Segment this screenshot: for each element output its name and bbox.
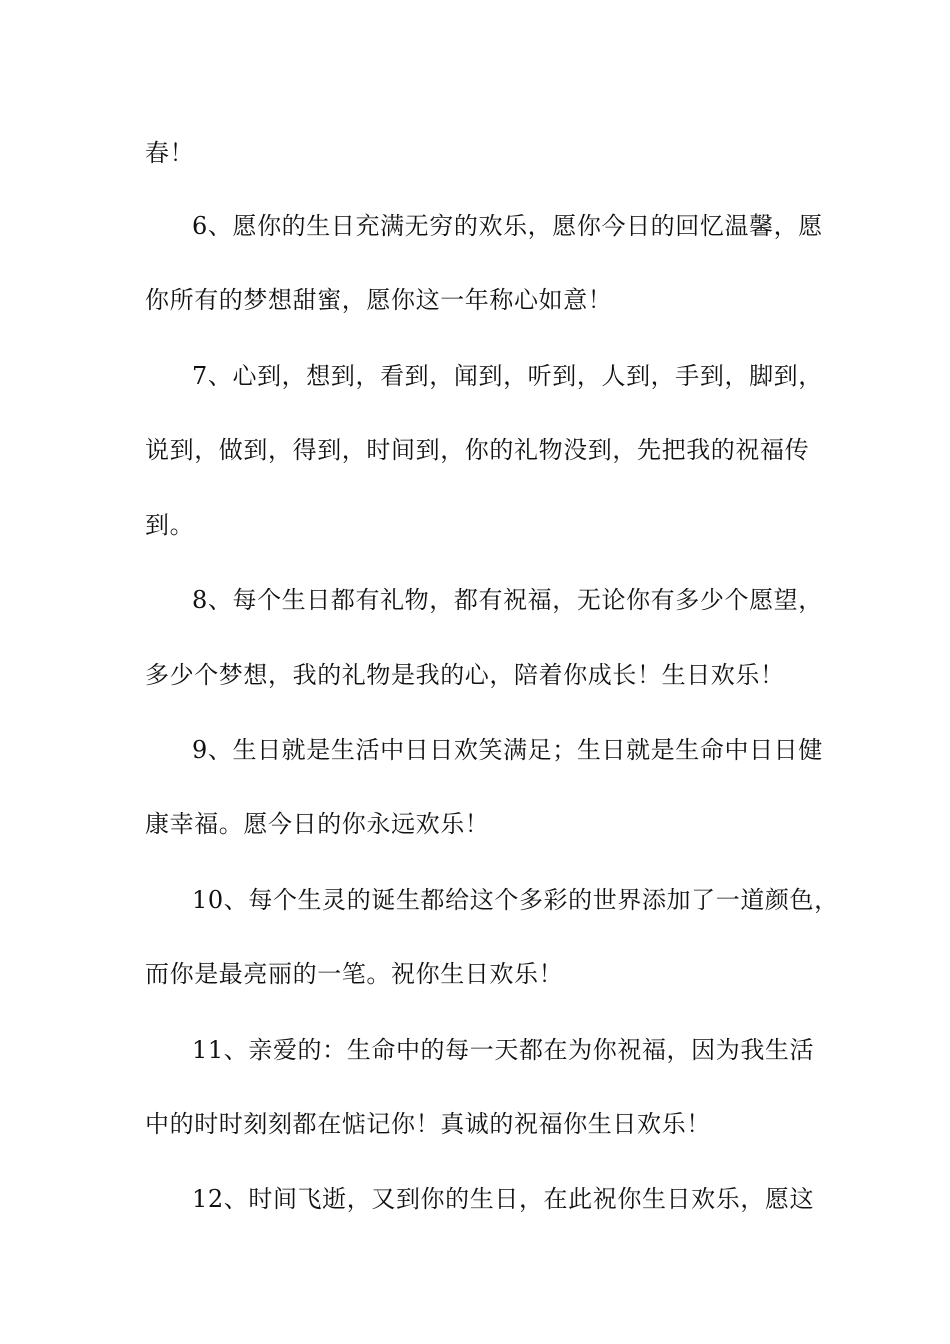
text-line: 8、每个生日都有礼物，都有祝福，无论你有多少个愿望， [192,586,823,614]
text-line: 中的时时刻刻都在惦记你！真诚的祝福你生日欢乐！ [145,1110,711,1138]
text-line: 说到，做到，得到，时间到，你的礼物没到，先把我的祝福传 [145,436,810,464]
text-line: 11、亲爱的：生命中的每一天都在为你祝福，因为我生活 [192,1036,815,1064]
text-line: 康幸福。愿今日的你永远欢乐！ [145,810,490,838]
text-line: 你所有的梦想甜蜜，愿你这一年称心如意！ [145,286,613,314]
text-line: 6、愿你的生日充满无穷的欢乐，愿你今日的回忆温馨，愿 [192,212,823,240]
text-line: 春！ [145,139,195,167]
text-line: 7、心到，想到，看到，闻到，听到，人到，手到，脚到， [192,362,823,390]
text-line: 10、每个生灵的诞生都给这个多彩的世界添加了一道颜色， [192,886,839,914]
text-line: 多少个梦想，我的礼物是我的心，陪着你成长！生日欢乐！ [145,661,785,689]
text-line: 12、时间飞逝，又到你的生日，在此祝你生日欢乐，愿这 [192,1185,815,1213]
text-line: 到。 [145,511,195,539]
text-line: 而你是最亮丽的一笔。祝你生日欢乐！ [145,960,564,988]
text-line: 9、生日就是生活中日日欢笑满足；生日就是生命中日日健 [192,736,823,764]
